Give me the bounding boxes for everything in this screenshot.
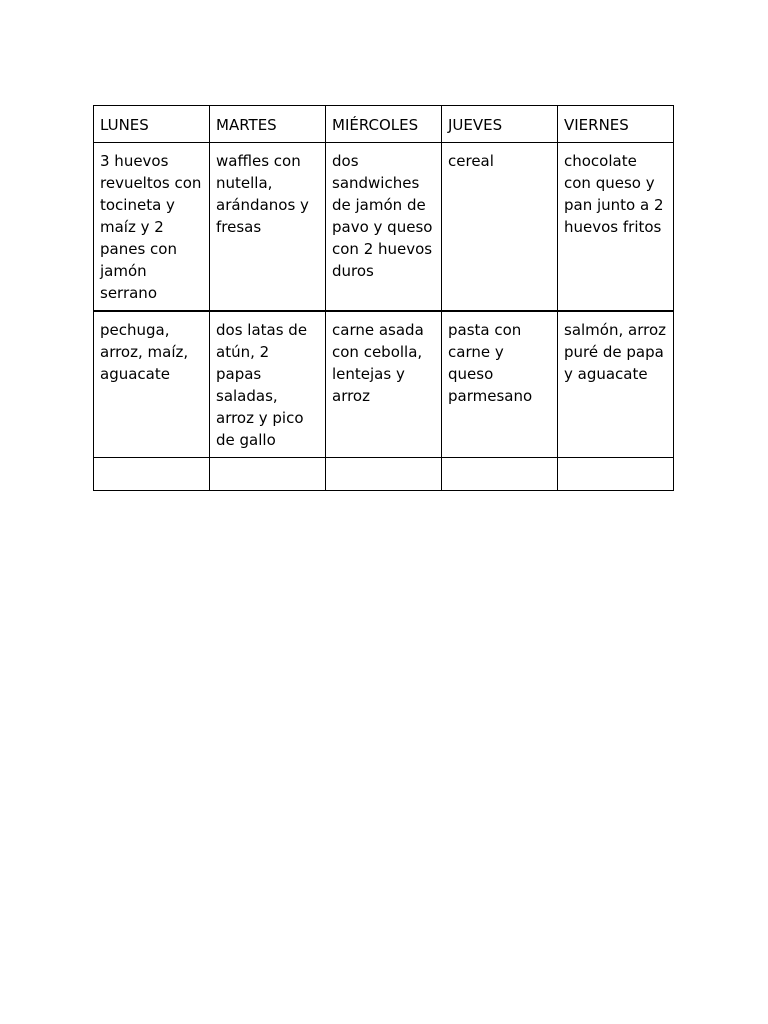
cell-text: 3 huevos revueltos con tocineta y maíz y 2 panes con jamón serrano bbox=[100, 152, 202, 302]
header-cell-martes: MARTES bbox=[210, 106, 326, 143]
table-cell bbox=[94, 311, 210, 458]
cell-text: chocolate con queso y pan junto a 2 huevos fritos bbox=[564, 152, 664, 236]
table-cell-empty bbox=[326, 458, 442, 491]
header-cell-lunes: LUNES bbox=[94, 106, 210, 143]
cell-text: cereal bbox=[448, 152, 494, 170]
header-cell-jueves: JUEVES bbox=[442, 106, 558, 143]
table-cell-empty bbox=[94, 458, 210, 491]
table-row bbox=[94, 143, 674, 312]
cell-text: dos latas de atún, 2 papas saladas, arroz y pico de gallo bbox=[216, 321, 308, 449]
table-cell-empty bbox=[558, 458, 674, 491]
table-cell bbox=[558, 143, 674, 312]
table-cell bbox=[442, 311, 558, 458]
cell-text: salmón, arroz puré de papa y aguacate bbox=[564, 321, 666, 383]
table-header-row bbox=[94, 106, 674, 143]
header-cell-viernes: VIERNES bbox=[558, 106, 674, 143]
cell-text: pasta con carne y queso parmesano bbox=[448, 321, 533, 405]
header-cell-miercoles: MIÉRCOLES bbox=[326, 106, 442, 143]
table-cell bbox=[442, 143, 558, 312]
table-row bbox=[94, 311, 674, 458]
table-cell bbox=[326, 143, 442, 312]
cell-text: pechuga, arroz, maíz, aguacate bbox=[100, 321, 189, 383]
table-row-empty bbox=[94, 458, 674, 491]
table-cell bbox=[94, 143, 210, 312]
weekly-meal-table bbox=[93, 105, 674, 491]
cell-text: waffles con nutella, arándanos y fresas bbox=[216, 152, 309, 236]
table-cell-empty bbox=[210, 458, 326, 491]
table-cell bbox=[326, 311, 442, 458]
table-cell bbox=[210, 143, 326, 312]
cell-text: dos sandwiches de jamón de pavo y queso con 2 huevos duros bbox=[332, 152, 433, 280]
table-cell bbox=[210, 311, 326, 458]
cell-text: carne asada con cebolla, lentejas y arroz bbox=[332, 321, 424, 405]
table-cell-empty bbox=[442, 458, 558, 491]
table-cell bbox=[558, 311, 674, 458]
